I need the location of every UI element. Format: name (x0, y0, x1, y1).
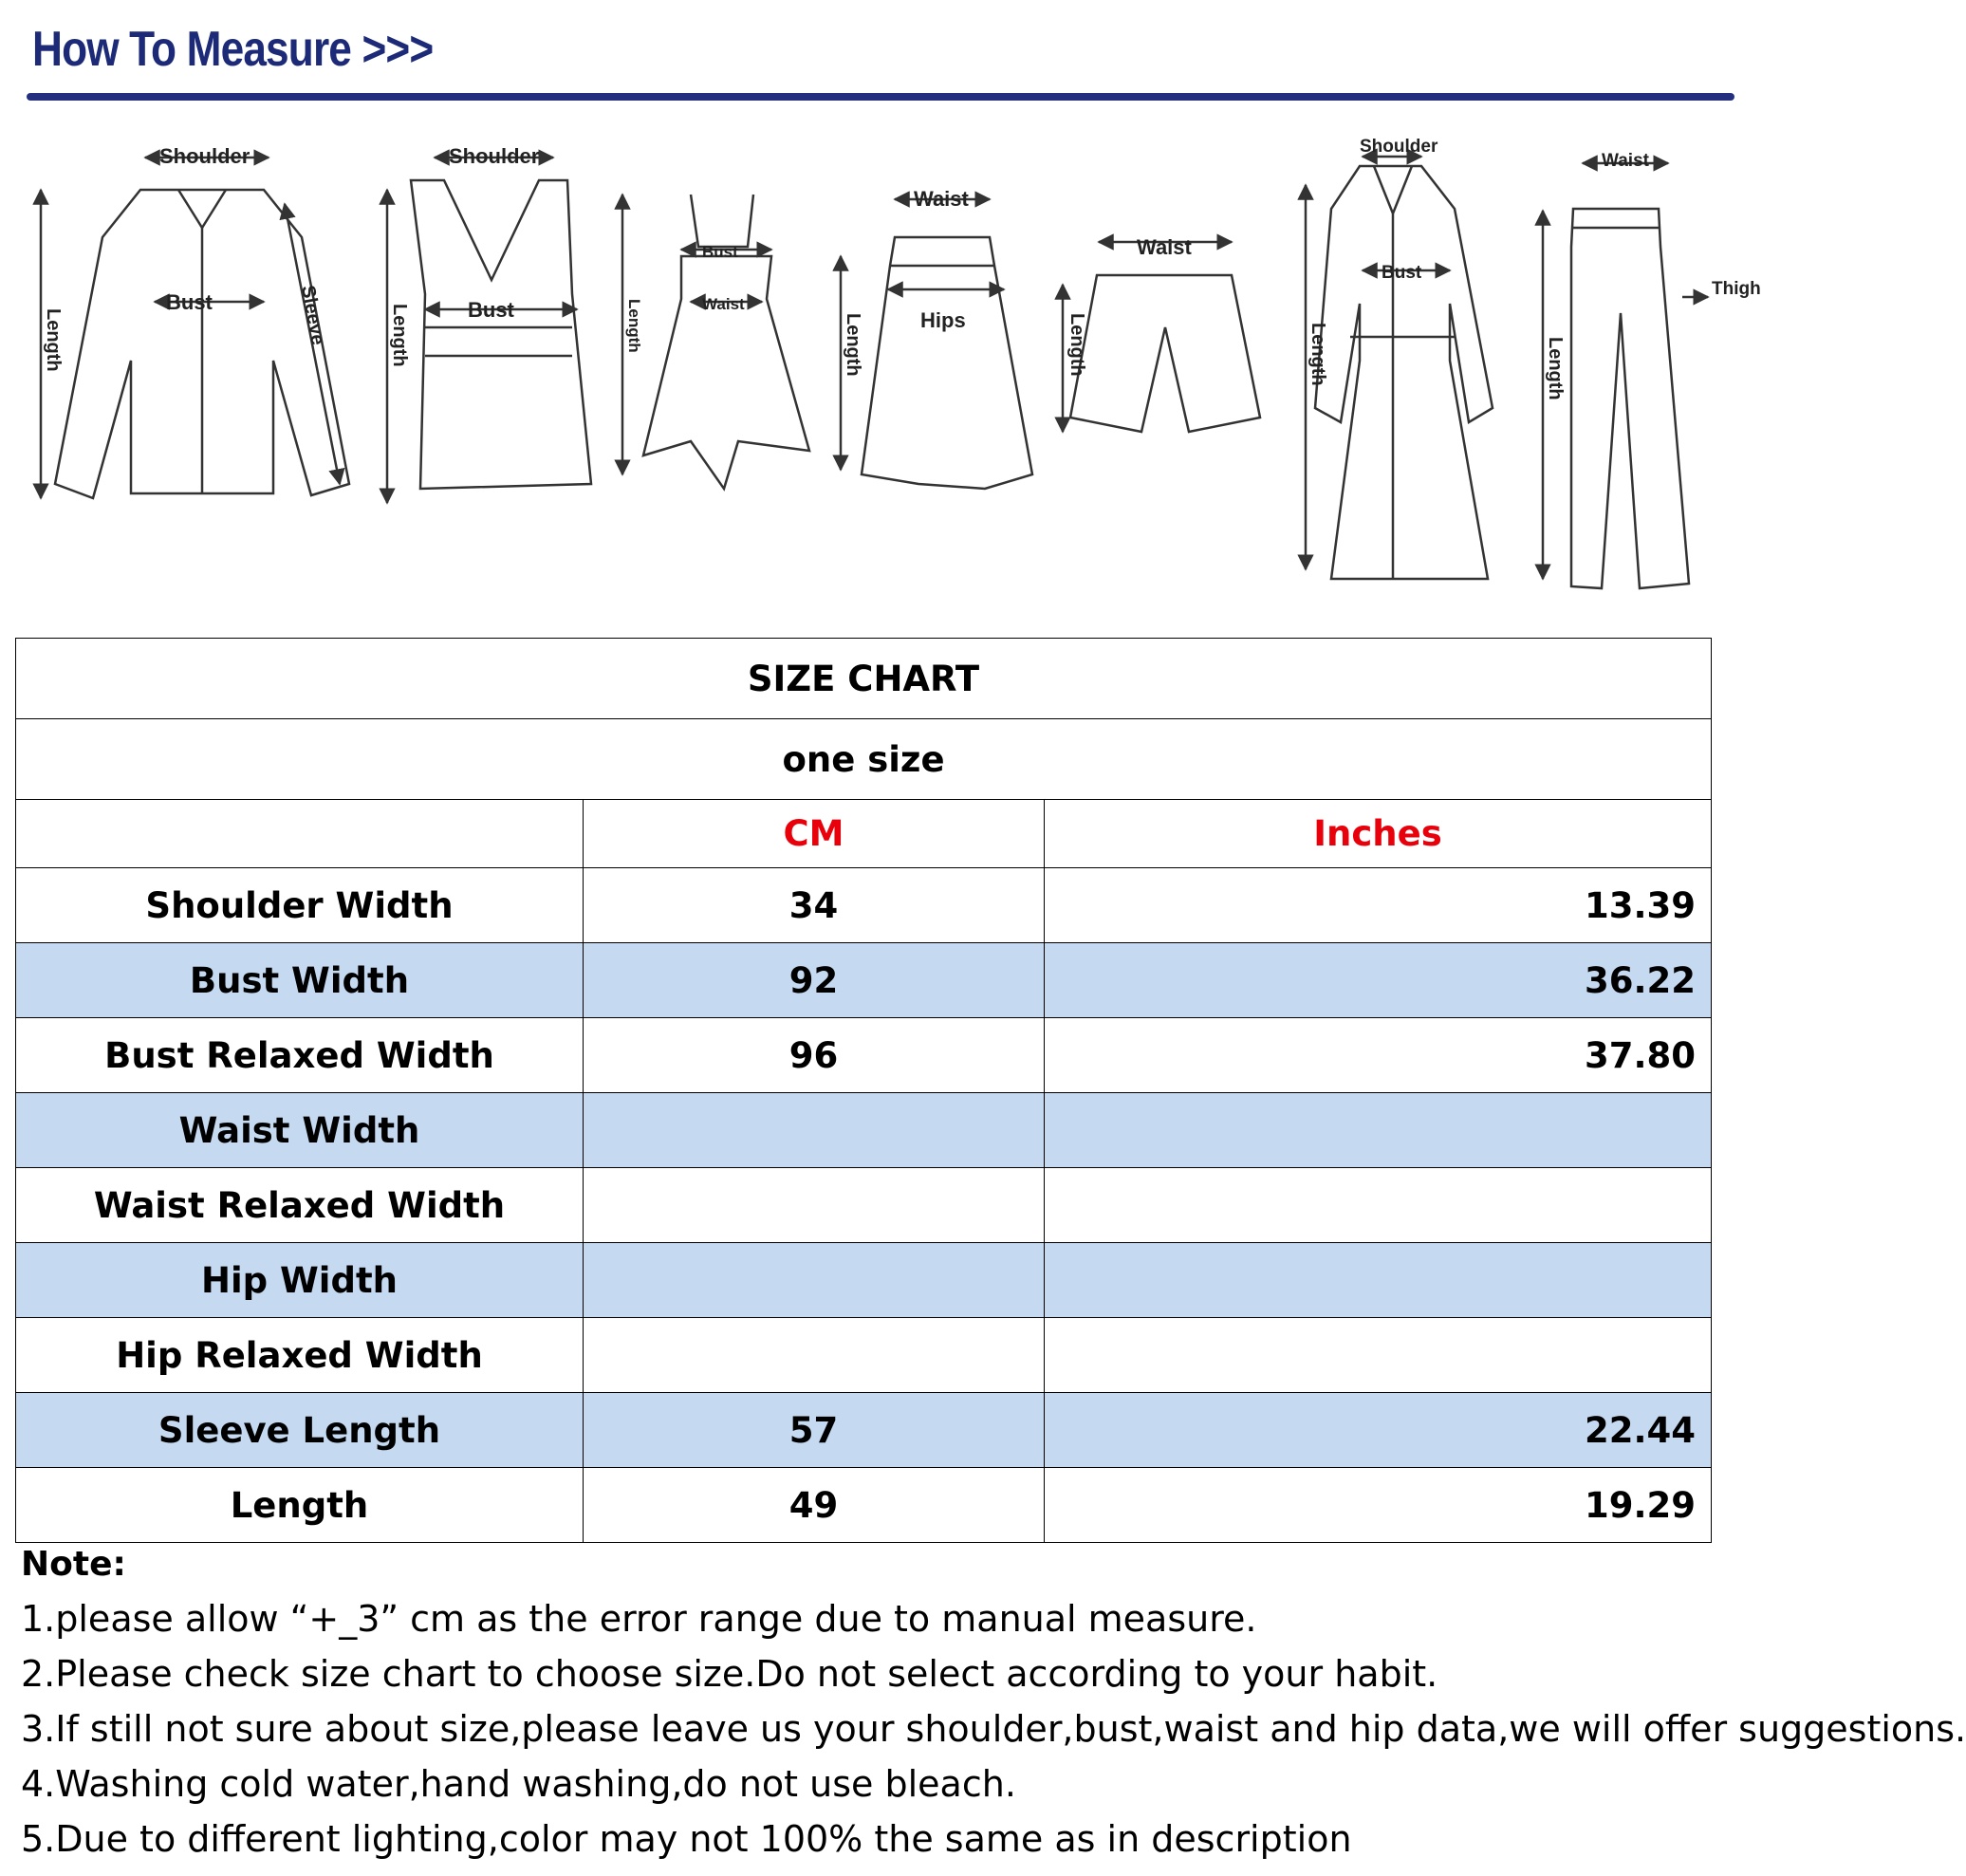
shirt-bust-label: Bust (166, 290, 213, 314)
vest-shoulder-label: Shoulder (449, 144, 540, 168)
table-row (16, 1093, 1712, 1168)
coat-bust-label: Bust (1382, 263, 1422, 283)
row-inches (1045, 1243, 1712, 1318)
row-cm (584, 1093, 1045, 1168)
skirt-length-label: Length (843, 313, 863, 377)
header-title: How To Measure >>> (32, 22, 434, 77)
dress-length-label: Length (625, 299, 643, 353)
row-label: Bust Relaxed Width (16, 1018, 584, 1093)
row-label: Hip Relaxed Width (16, 1318, 584, 1393)
size-chart-subtitle: one size (16, 719, 1712, 800)
row-inches: 22.44 (1045, 1393, 1712, 1468)
row-inches: 13.39 (1045, 868, 1712, 943)
shorts-diagram (1063, 242, 1260, 432)
skirt-waist-label: Waist (914, 187, 969, 211)
shirt-diagram (41, 158, 349, 498)
row-inches (1045, 1318, 1712, 1393)
column-header-measurement (16, 800, 584, 868)
size-chart-subtitle-row (16, 719, 1712, 800)
row-inches (1045, 1093, 1712, 1168)
row-cm: 92 (584, 943, 1045, 1018)
column-header-cm: CM (584, 800, 1045, 868)
row-inches: 19.29 (1045, 1468, 1712, 1543)
dress-waist-label: Waist (702, 295, 745, 313)
coat-diagram (1306, 157, 1493, 579)
row-label: Length (16, 1468, 584, 1543)
shirt-shoulder-label: Shoulder (159, 144, 250, 168)
row-inches (1045, 1168, 1712, 1243)
row-cm: 96 (584, 1018, 1045, 1093)
table-row (16, 868, 1712, 943)
column-header-row (16, 800, 1712, 868)
note-item: 2.Please check size chart to choose size.Do not select according to your habit. (21, 1653, 1438, 1695)
coat-length-label: Length (1308, 323, 1328, 386)
table-row (16, 1243, 1712, 1318)
row-inches: 37.80 (1045, 1018, 1712, 1093)
size-chart-title: SIZE CHART (16, 639, 1712, 719)
shorts-length-label: Length (1066, 313, 1087, 377)
row-label: Waist Relaxed Width (16, 1168, 584, 1243)
row-label: Bust Width (16, 943, 584, 1018)
table-row (16, 1018, 1712, 1093)
skirt-hips-label: Hips (920, 308, 966, 332)
skirt-diagram (841, 199, 1032, 489)
pants-diagram (1543, 163, 1708, 588)
dress-diagram (622, 195, 809, 489)
dress-bust-label: Bust (702, 243, 738, 261)
table-row (16, 1393, 1712, 1468)
pants-thigh-label: Thigh (1712, 279, 1761, 299)
table-row (16, 1318, 1712, 1393)
note-item: 4.Washing cold water,hand washing,do not use bleach. (21, 1763, 1016, 1805)
column-header-inches: Inches (1045, 800, 1712, 868)
pants-waist-label: Waist (1602, 151, 1649, 171)
row-cm: 49 (584, 1468, 1045, 1543)
shirt-sleeve-label: Sleeve (297, 284, 328, 347)
header-divider (27, 93, 1734, 101)
pants-length-label: Length (1545, 337, 1566, 400)
size-chart-title-row (16, 639, 1712, 719)
note-item: 1.please allow “+_3” cm as the error range due to manual measure. (21, 1598, 1257, 1640)
notes-section (21, 1545, 1966, 1867)
shirt-length-label: Length (43, 308, 64, 372)
garment-diagrams-svg (27, 123, 1761, 607)
row-label: Shoulder Width (16, 868, 584, 943)
row-cm (584, 1168, 1045, 1243)
row-cm (584, 1243, 1045, 1318)
table-row (16, 943, 1712, 1018)
table-row (16, 1468, 1712, 1543)
shorts-waist-label: Waist (1137, 235, 1192, 259)
row-cm (584, 1318, 1045, 1393)
note-item: 3.If still not sure about size,please leave us your shoulder,bust,waist and hip data,we will offer suggestions. (21, 1708, 1966, 1750)
note-item: 5.Due to different lighting,color may not 100% the same as in description (21, 1818, 1352, 1860)
notes-label: Note: (21, 1545, 126, 1584)
row-cm: 57 (584, 1393, 1045, 1468)
how-to-measure-header (32, 21, 504, 78)
row-label: Waist Width (16, 1093, 584, 1168)
row-label: Hip Width (16, 1243, 584, 1318)
vest-bust-label: Bust (468, 298, 514, 322)
row-inches: 36.22 (1045, 943, 1712, 1018)
row-cm: 34 (584, 868, 1045, 943)
measurement-diagrams (27, 123, 1761, 607)
vest-length-label: Length (389, 304, 410, 367)
size-chart-table (15, 638, 1712, 1543)
coat-shoulder-label: Shoulder (1360, 137, 1438, 157)
vest-diagram (387, 158, 591, 503)
row-label: Sleeve Length (16, 1393, 584, 1468)
table-row (16, 1168, 1712, 1243)
